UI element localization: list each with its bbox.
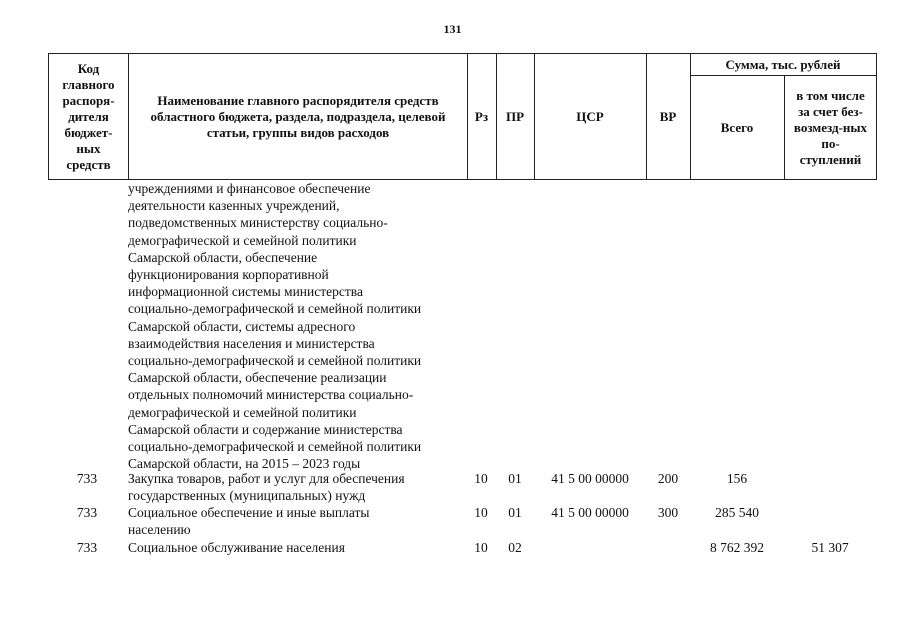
header-sum: Сумма, тыс. рублей — [725, 56, 841, 72]
row-pr: 02 — [508, 540, 522, 555]
header-code: Код главного распоря-дителя бюджет-ных средств — [62, 60, 115, 172]
header-vr: ВР — [659, 108, 677, 124]
row-csr: 41 5 00 00000 — [551, 505, 629, 520]
table-header — [48, 53, 877, 180]
row-code: 733 — [76, 540, 98, 555]
row-vr: 300 — [657, 505, 679, 520]
row-name: Социальное обслуживание населения — [128, 540, 345, 555]
header-name: Наименование главного распорядителя средств областного бюджета, раздела, подраздела, целевой статьи, группы видов расходов — [150, 92, 446, 140]
row-pr: 01 — [508, 471, 522, 486]
row-total: 8 762 392 — [710, 540, 764, 555]
row-rz: 10 — [474, 540, 488, 555]
row-code: 733 — [76, 505, 98, 520]
row-vr: 200 — [657, 471, 679, 486]
row-total: 156 — [726, 471, 748, 486]
header-rz: Рз — [474, 108, 489, 124]
row-pr: 01 — [508, 505, 522, 520]
row-rz: 10 — [474, 471, 488, 486]
header-incl: в том числе за счет без-возмезд-ных по-ступлений — [793, 87, 868, 167]
row-csr: 41 5 00 00000 — [551, 471, 629, 486]
row-incl: 51 307 — [811, 540, 849, 555]
header-pr: ПР — [505, 108, 525, 124]
page-number: 131 — [443, 22, 462, 36]
continuation-text: учреждениями и финансовое обеспечение деятельности казенных учреждений, подведомственных министерству социально- демографической и семейной политики Самарской области, обеспечение функционирования корпоративной информационной системы министерства социально-демографической и семейной политики Самарской области, системы адресного взаимодействия населения и министерства социально-демографической и семейной политики Самарской области, обеспечение реализации отдельных полномочий министерства социально- демографической и семейной политики Самарской области и содержание министерства социально-демографической и семейной политики Самарской области, на 2015 – 2023 годы — [128, 181, 422, 472]
row-name: Социальное обеспечение и иные выплаты населению — [128, 505, 370, 537]
row-rz: 10 — [474, 505, 488, 520]
header-csr: ЦСР — [576, 108, 604, 124]
row-code: 733 — [76, 471, 98, 486]
header-total: Всего — [720, 119, 754, 135]
row-total: 285 540 — [715, 505, 759, 520]
row-name: Закупка товаров, работ и услуг для обеспечения государственных (муниципальных) нужд — [128, 471, 405, 503]
